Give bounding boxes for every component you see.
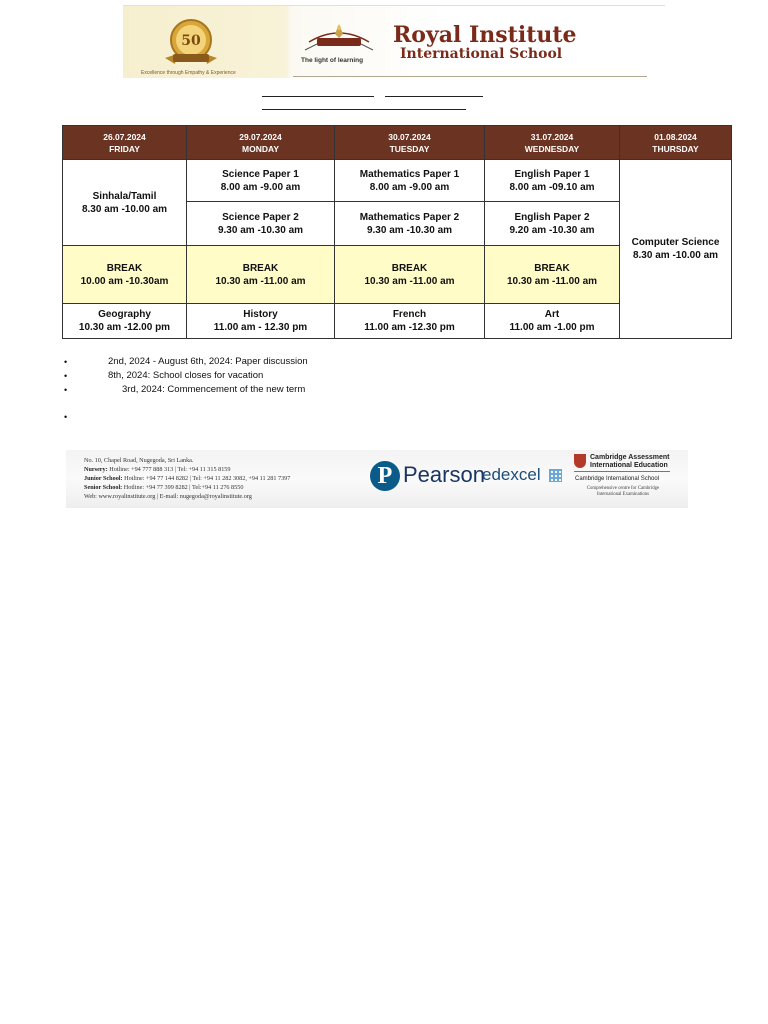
- cambridge-assessment-title: Cambridge Assessment International Education: [590, 454, 670, 469]
- cambridge-shield-icon: [574, 454, 586, 468]
- title-underline-3: [262, 109, 466, 110]
- edexcel-grid-icon: [549, 469, 562, 482]
- column-header-friday: 26.07.2024 FRIDAY: [63, 126, 187, 160]
- column-header-thursday: 01.08.2024 THURSDAY: [620, 126, 732, 160]
- exam-cell-monday-3: History 11.00 am - 12.30 pm: [187, 304, 335, 339]
- table-header-row: [63, 126, 732, 160]
- break-cell-wednesday: BREAK 10.30 am -11.00 am: [485, 246, 620, 304]
- exam-cell-tuesday-2: Mathematics Paper 2 9.30 am -10.30 am: [335, 202, 485, 246]
- school-header-banner: [123, 5, 665, 78]
- school-footer-banner: [66, 450, 688, 508]
- exam-cell-wednesday-3: Art 11.00 am -1.00 pm: [485, 304, 620, 339]
- title-underline-2: [385, 96, 483, 97]
- note-text: 3rd, 2024: Commencement of the new term: [122, 384, 306, 395]
- table-row: [63, 160, 732, 202]
- note-text: 8th, 2024: School closes for vacation: [108, 370, 264, 381]
- exam-timetable: [62, 125, 732, 339]
- school-name-line2: International School: [400, 46, 563, 62]
- anniversary-number: 50: [181, 33, 201, 49]
- break-cell-monday: BREAK 10.30 am -11.00 am: [187, 246, 335, 304]
- header-divider: [293, 76, 647, 77]
- school-crest-icon: [303, 20, 375, 54]
- exam-cell-monday-1: Science Paper 1 8.00 am -9.00 am: [187, 160, 335, 202]
- bullet-icon: •: [64, 357, 68, 367]
- cambridge-divider: [574, 471, 670, 472]
- column-header-wednesday: 31.07.2024 WEDNESDAY: [485, 126, 620, 160]
- school-tagline: Excellence through Empathy & Experience: [141, 70, 236, 76]
- cambridge-school-label: Cambridge International School: [575, 476, 660, 482]
- title-underline-1: [262, 96, 374, 97]
- school-motto: The light of learning: [301, 57, 364, 64]
- column-header-monday: 29.07.2024 MONDAY: [187, 126, 335, 160]
- exam-cell-thursday-1: Computer Science 8.30 am -10.00 am: [620, 160, 732, 339]
- bullet-icon: •: [64, 371, 68, 381]
- exam-cell-friday-1: Sinhala/Tamil 8.30 am -10.00 am: [63, 160, 187, 246]
- edexcel-wordmark: edexcel: [482, 465, 541, 484]
- exam-cell-friday-2: Geography 10.30 am -12.00 pm: [63, 304, 187, 339]
- exam-cell-tuesday-3: French 11.00 am -12.30 pm: [335, 304, 485, 339]
- contact-details: No. 10, Chapel Road, Nugegoda, Sri Lanka. Nursery: Hotline: +94 777 888 313 | Tel: +94 11 315 8159 Junior School: Hotline: +94 77 144 8282 | Tel: +94 11 282 3082, +94 11 281 7397 Senior School: Hotline: +94 77 399 8282 | Tel:+94 11 276 8550 Web: www.royalinstitute.org | E-mail: nugegoda@royalinstitute.org: [84, 457, 291, 500]
- break-cell-tuesday: BREAK 10.30 am -11.00 am: [335, 246, 485, 304]
- pearson-wordmark: Pearson: [403, 462, 485, 487]
- exam-cell-wednesday-1: English Paper 1 8.00 am -09.10 am: [485, 160, 620, 202]
- bullet-icon: •: [64, 385, 68, 395]
- anniversary-emblem-icon: [161, 14, 221, 72]
- bullet-icon: •: [64, 412, 68, 422]
- school-name-line1: Royal Institute: [393, 22, 577, 48]
- cambridge-description: Comprehensive centre for Cambridge International Examinations: [586, 486, 660, 497]
- exam-cell-wednesday-2: English Paper 2 9.20 am -10.30 am: [485, 202, 620, 246]
- exam-cell-monday-2: Science Paper 2 9.30 am -10.30 am: [187, 202, 335, 246]
- exam-cell-tuesday-1: Mathematics Paper 1 8.00 am -9.00 am: [335, 160, 485, 202]
- note-text: 2nd, 2024 - August 6th, 2024: Paper discussion: [108, 356, 308, 367]
- pearson-logo-icon: P: [370, 461, 400, 491]
- column-header-tuesday: 30.07.2024 TUESDAY: [335, 126, 485, 160]
- break-cell-friday: BREAK 10.00 am -10.30am: [63, 246, 187, 304]
